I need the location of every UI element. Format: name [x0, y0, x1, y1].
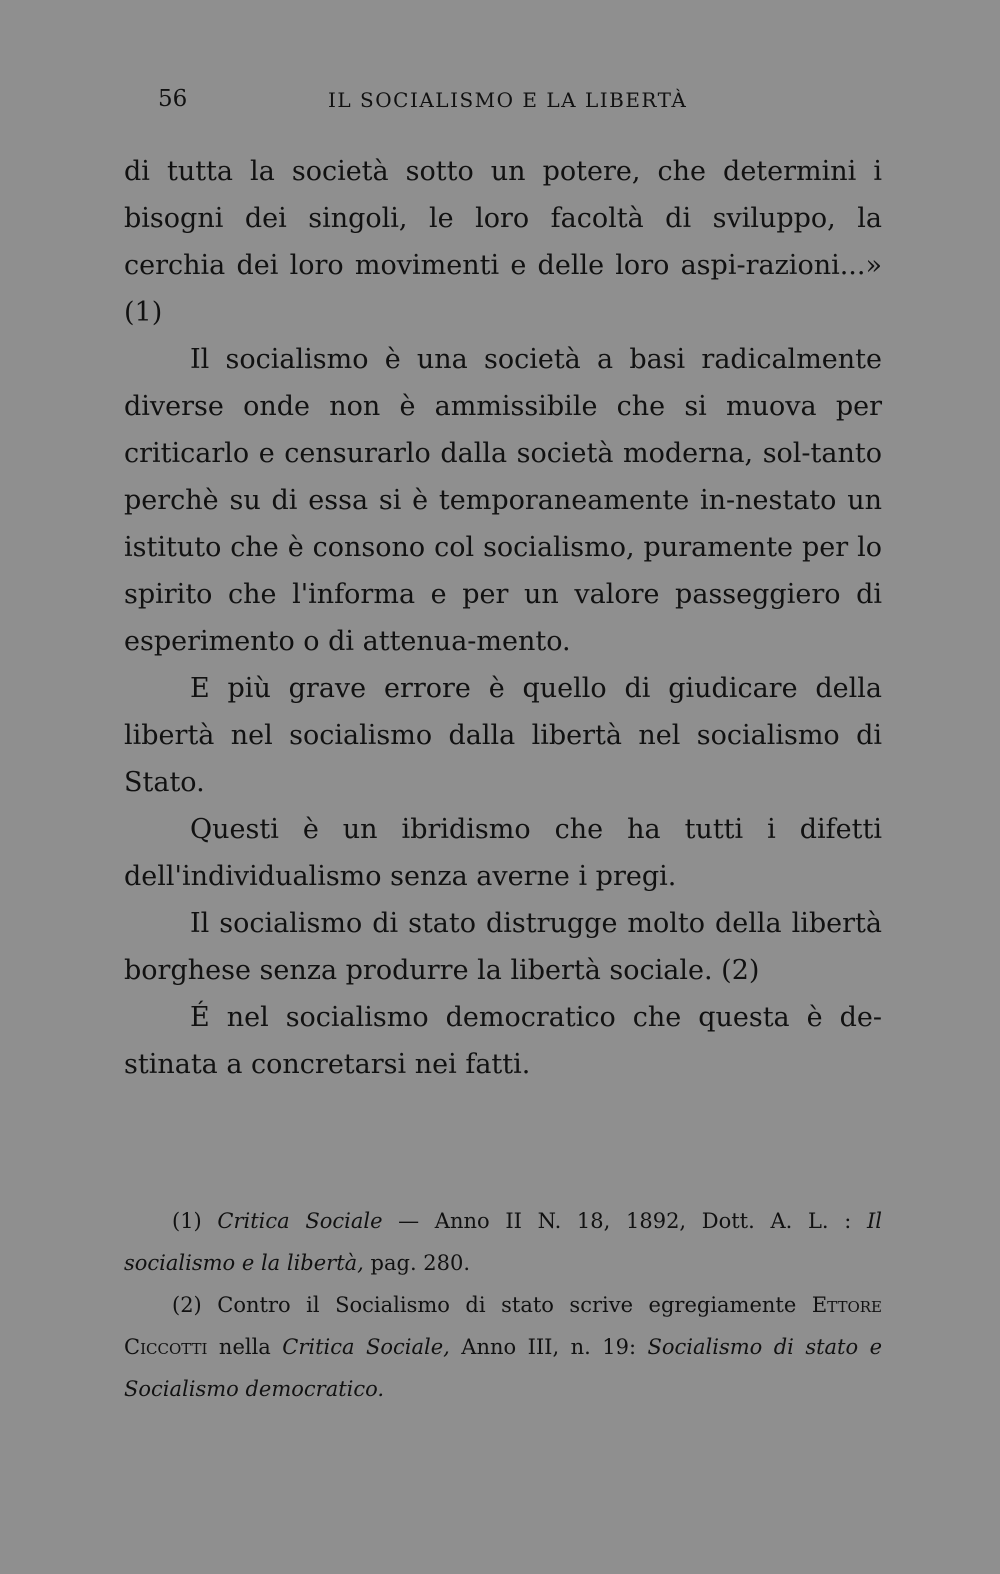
footnote-page: pag. 280.: [370, 1251, 471, 1275]
journal-title: Critica Sociale: [217, 1209, 383, 1233]
footnote-2: [124, 1284, 882, 1410]
work-title: Il socialismo e la libertà,: [124, 1209, 882, 1275]
footnotes: [124, 1200, 882, 1410]
journal-title: Critica Sociale,: [282, 1335, 450, 1359]
running-title: IL SOCIALISMO E LA LIBERTÀ: [328, 88, 688, 112]
footnote-1: [124, 1200, 882, 1284]
paragraph-3: E più grave errore è quello di giudicare della libertà nel socialismo dalla libertà nel socialismo di Stato.: [124, 673, 882, 798]
paragraph-2: Il socialismo è una società a basi radicalmente diverse onde non è ammissibile che si muova per criticarlo e censurarlo dalla società moderna, sol-tanto perchè su di essa si è temporaneamente in-nestato un istituto che è consono col socialismo, puramente per lo spirito che l'informa e per un valore passeggiero di esperimento o di attenua-mento.: [124, 344, 882, 657]
author-name: Ettore Ciccotti: [124, 1293, 882, 1359]
body-text: [124, 148, 882, 1088]
footnote-details: Anno III, n. 19:: [461, 1335, 637, 1359]
footnote-marker: (1): [172, 1209, 202, 1233]
paragraph-6: É nel socialismo democratico che questa è de-stinata a concretarsi nei fatti.: [124, 1002, 882, 1080]
paragraph-4: Questi è un ibridismo che ha tutti i difetti dell'individualismo senza averne i pregi.: [124, 814, 882, 892]
paragraph-5: Il socialismo di stato distrugge molto della libertà borghese senza produrre la libertà sociale. (2): [124, 908, 882, 986]
footnote-details: — Anno II N. 18, 1892, Dott. A. L. :: [398, 1209, 852, 1233]
work-title: Socialismo di stato e Socialismo democratico.: [124, 1335, 883, 1401]
footnote-text: Contro il Socialismo di stato scrive egregiamente: [217, 1293, 797, 1317]
footnote-marker: (2): [172, 1293, 202, 1317]
paragraph-1: di tutta la società sotto un potere, che determini i bisogni dei singoli, le loro facoltà di sviluppo, la cerchia dei loro movimenti e delle loro aspi-razioni...» (1): [124, 156, 882, 328]
page-number: 56: [158, 86, 188, 112]
footnote-text: nella: [218, 1335, 271, 1359]
